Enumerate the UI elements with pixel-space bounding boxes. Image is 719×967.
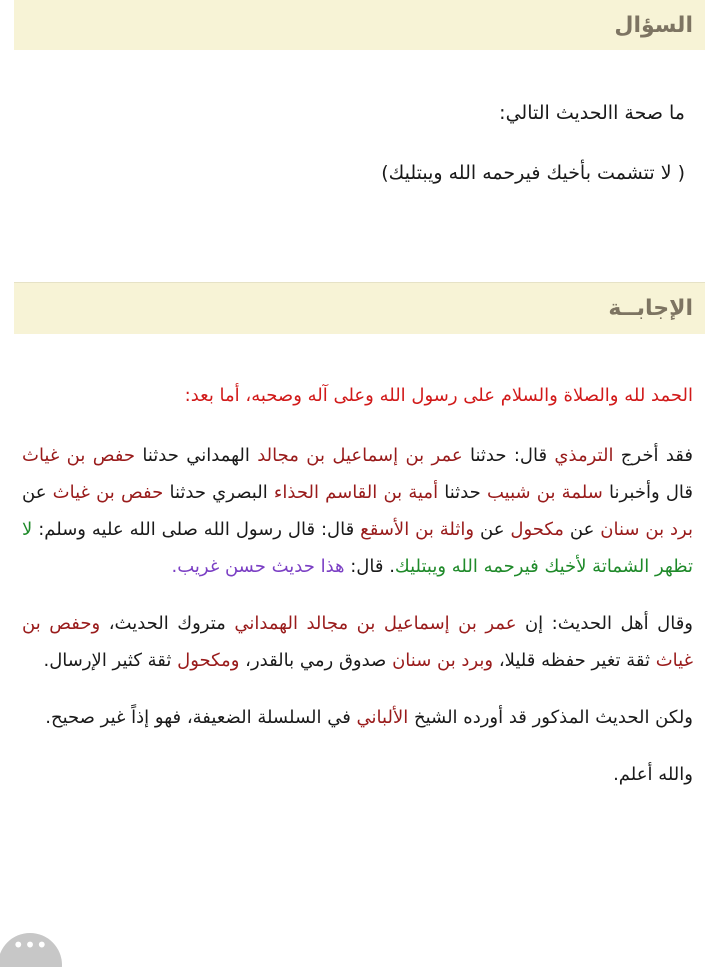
text-segment: قال وأخبرنا xyxy=(602,482,694,503)
answer-body xyxy=(22,377,693,813)
more-dots-icon: ••• xyxy=(12,933,48,957)
text-segment: متروك الحديث، xyxy=(100,613,235,634)
question-section-header xyxy=(14,0,705,50)
text-segment: عن xyxy=(474,519,511,540)
text-segment: ثقة كثير الإرسال. xyxy=(43,650,178,671)
narrator-name: حفص بن غياث xyxy=(22,445,135,466)
narrator-name: حفص بن غياث xyxy=(52,482,164,503)
text-segment: فقد أخرج xyxy=(613,445,694,466)
text-segment: حدثنا xyxy=(438,482,487,503)
answer-paragraph-isnad xyxy=(22,437,693,585)
narrator-name: وبرد بن سنان xyxy=(392,650,494,671)
text-segment: عن xyxy=(563,519,601,540)
narrator-name: سلمة بن شبيب xyxy=(486,482,603,503)
text-segment: قال: حدثنا xyxy=(462,445,555,466)
narrator-name: وحفص بن غياث xyxy=(22,613,693,671)
scholar-name: الألباني xyxy=(356,707,409,728)
text-segment: قال: قال رسول الله صلى الله عليه وسلم: xyxy=(32,519,361,540)
text-segment: الهمداني حدثنا xyxy=(134,445,258,466)
narrator-name: الترمذي xyxy=(554,445,614,466)
answer-title: الإجابــة xyxy=(608,296,693,321)
text-segment: ثقة تغير حفظه قليلا، xyxy=(493,650,656,671)
answer-section-header xyxy=(14,282,705,334)
narrator-name: مكحول xyxy=(510,519,564,540)
narrator-name: برد بن سنان xyxy=(600,519,693,540)
question-title: السؤال xyxy=(614,12,693,38)
narrator-name: عمر بن إسماعيل بن مجالد الهمداني xyxy=(234,613,517,634)
narrator-name: ومكحول xyxy=(177,650,240,671)
text-segment: ولكن الحديث المذكور قد أورده الشيخ xyxy=(408,707,693,728)
more-options-button[interactable] xyxy=(0,933,62,967)
answer-closing: والله أعلم. xyxy=(613,764,693,785)
question-body xyxy=(30,96,685,216)
question-hadith: ( لا تتشمت بأخيك فيرحمه الله ويبتليك) xyxy=(381,162,685,184)
text-segment: في السلسلة الضعيفة، فهو إذاً غير صحيح. xyxy=(45,707,357,728)
answer-intro: الحمد لله والصلاة والسلام على رسول الله وعلى آله وصحبه، أما بعد: xyxy=(184,385,693,406)
answer-paragraph-conclusion xyxy=(22,699,693,736)
text-segment: وقال أهل الحديث: إن xyxy=(516,613,693,634)
text-segment: عن xyxy=(22,482,53,503)
text-segment: صدوق رمي بالقدر، xyxy=(239,650,393,671)
hadith-text: لا تظهر الشماتة لأخيك فيرحمه الله ويبتليك xyxy=(22,519,693,577)
text-segment: البصري حدثنا xyxy=(163,482,274,503)
narrator-name: عمر بن إسماعيل بن مجالد xyxy=(257,445,463,466)
narrator-name: أمية بن القاسم الحذاء xyxy=(273,482,439,503)
question-text: ما صحة االحديث التالي: xyxy=(499,102,685,124)
answer-paragraph-criticism xyxy=(22,605,693,679)
narrator-name: واثلة بن الأسقع xyxy=(360,519,475,540)
text-segment: . قال: xyxy=(344,556,395,577)
hadith-grading: هذا حديث حسن غريب. xyxy=(171,556,345,577)
